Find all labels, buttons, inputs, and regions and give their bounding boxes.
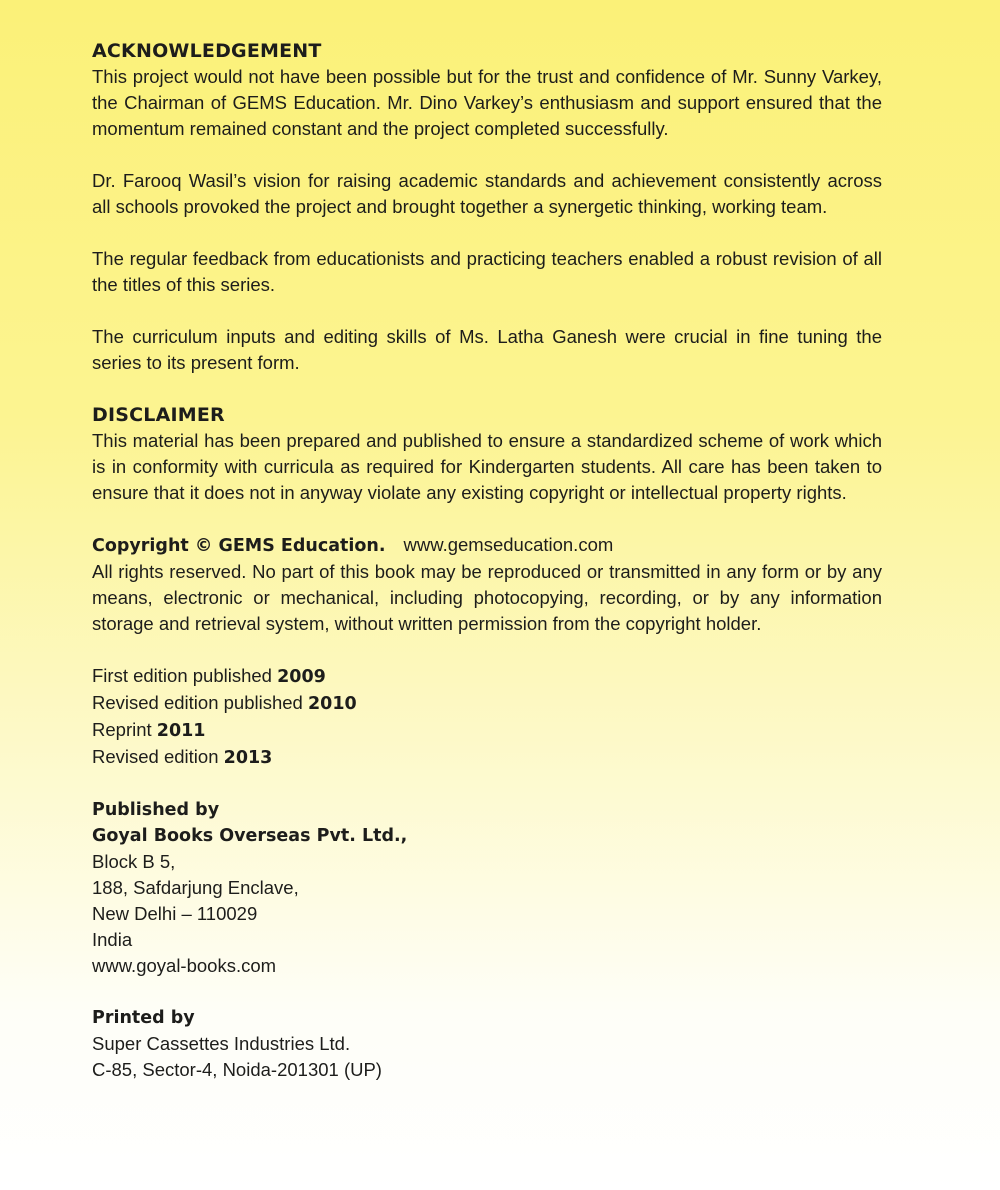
acknowledgement-paragraph: Dr. Farooq Wasil’s vision for raising academic standards and achievement consistently across all schools provoked the project and brought together a synergetic thinking, working team. — [92, 170, 882, 217]
acknowledgement-heading: ACKNOWLEDGEMENT — [92, 40, 322, 62]
edition-item: Revised edition 2013 — [92, 746, 273, 768]
publisher-block — [92, 797, 882, 979]
publisher-address-line: India — [92, 929, 133, 950]
publisher-address-line: Block B 5, — [92, 851, 176, 872]
printer-name: Super Cassettes Industries Ltd. — [92, 1033, 351, 1054]
copyright-label: Copyright © GEMS Education. — [92, 536, 386, 556]
acknowledgement-paragraph: This project would not have been possible but for the trust and confidence of Mr. Sunny Varkey, the Chairman of GEMS Education. Mr. Dino Varkey’s enthusiasm and support ensured that the momentum remained constant and the project completed successfully. — [92, 66, 882, 139]
page-content — [92, 38, 882, 1083]
copyright-text: All rights reserved. No part of this book may be reproduced or transmitted in any form or by any means, electronic or mechanical, including photocopying, recording, or by any information storage and retrieval system, without written permission from the copyright holder. — [92, 561, 882, 634]
printer-heading: Printed by — [92, 1008, 195, 1028]
publisher-address-line: New Delhi – 110029 — [92, 903, 258, 924]
edition-item: Reprint 2011 — [92, 719, 206, 741]
copyright-url: www.gemseducation.com — [403, 534, 614, 555]
publisher-address-line: 188, Safdarjung Enclave, — [92, 877, 299, 898]
publisher-heading: Published by — [92, 800, 220, 820]
acknowledgement-paragraph: The curriculum inputs and editing skills of Ms. Latha Ganesh were crucial in fine tuning the series to its present form. — [92, 326, 882, 373]
publisher-name: Goyal Books Overseas Pvt. Ltd., — [92, 826, 408, 846]
disclaimer-heading: DISCLAIMER — [92, 404, 225, 426]
acknowledgement-paragraph: The regular feedback from educationists and practicing teachers enabled a robust revision of all the titles of this series. — [92, 248, 882, 295]
disclaimer-text: This material has been prepared and published to ensure a standardized scheme of work which is in conformity with curricula as required for Kindergarten students. All care has been taken to ensure that it does not in anyway violate any existing copyright or intellectual property rights. — [92, 430, 882, 503]
publisher-website: www.goyal-books.com — [92, 955, 277, 976]
printer-address: C-85, Sector-4, Noida-201301 (UP) — [92, 1059, 382, 1080]
copyright-line — [92, 532, 882, 559]
edition-item: Revised edition published 2010 — [92, 692, 357, 714]
edition-item: First edition published 2009 — [92, 665, 326, 687]
printer-block — [92, 1005, 882, 1083]
editions-list — [92, 663, 882, 771]
